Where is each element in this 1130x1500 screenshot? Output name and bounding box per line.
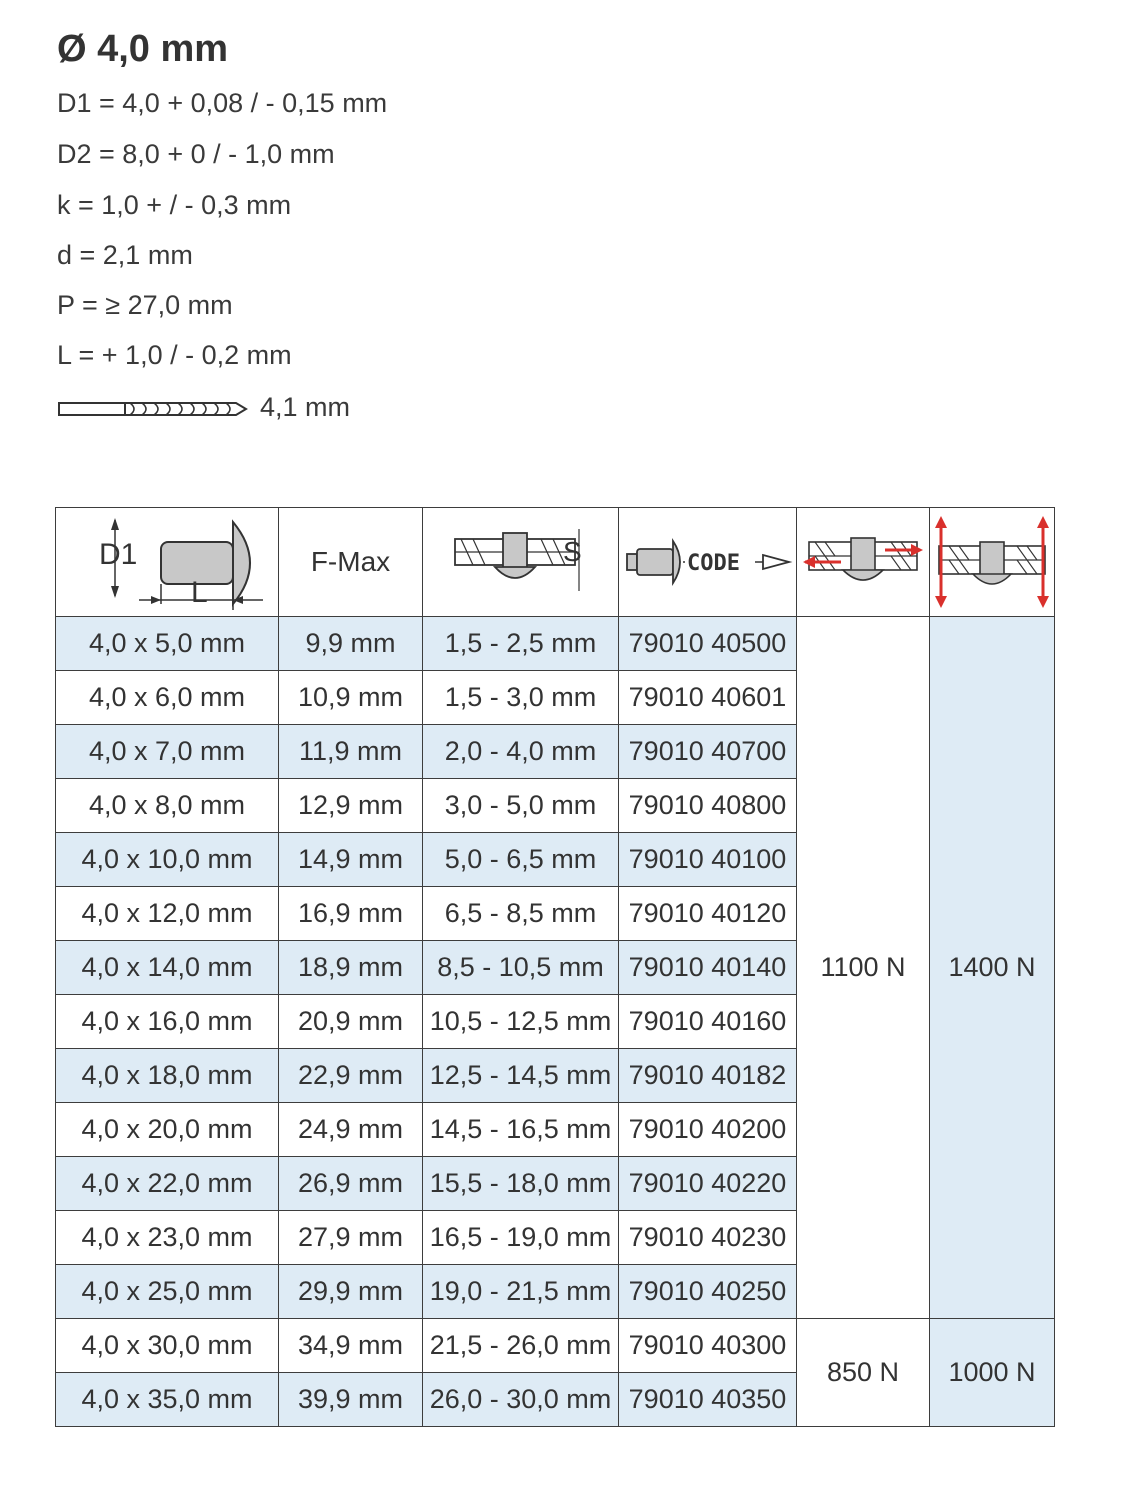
code-cell: 79010 40200	[619, 1103, 797, 1157]
grip-cell: 2,0 - 4,0 mm	[423, 725, 619, 779]
size-cell: 4,0 x 14,0 mm	[56, 941, 279, 995]
fmax-cell: 11,9 mm	[279, 725, 423, 779]
grip-cell: 15,5 - 18,0 mm	[423, 1157, 619, 1211]
shear-force-icon	[801, 532, 925, 592]
code-cell: 79010 40601	[619, 671, 797, 725]
code-cell: 79010 40350	[619, 1373, 797, 1427]
code-cell: 79010 40800	[619, 779, 797, 833]
code-cell: 79010 40700	[619, 725, 797, 779]
code-cell: 79010 40230	[619, 1211, 797, 1265]
size-cell: 4,0 x 12,0 mm	[56, 887, 279, 941]
table-header-row	[56, 508, 1055, 617]
size-cell: 4,0 x 20,0 mm	[56, 1103, 279, 1157]
grip-cell: 19,0 - 21,5 mm	[423, 1265, 619, 1319]
code-label: CODE	[686, 551, 740, 576]
fmax-cell: 29,9 mm	[279, 1265, 423, 1319]
size-cell: 4,0 x 5,0 mm	[56, 617, 279, 671]
shear-force-cell: 850 N	[797, 1319, 930, 1427]
grip-cell: 16,5 - 19,0 mm	[423, 1211, 619, 1265]
header-shear	[797, 508, 930, 617]
fmax-cell: 20,9 mm	[279, 995, 423, 1049]
header-dimension	[56, 508, 279, 617]
fmax-cell: 26,9 mm	[279, 1157, 423, 1211]
code-cell: 79010 40160	[619, 995, 797, 1049]
size-cell: 4,0 x 22,0 mm	[56, 1157, 279, 1211]
fmax-cell: 24,9 mm	[279, 1103, 423, 1157]
spec-d: d = 2,1 mm	[57, 240, 193, 270]
grip-cell: 3,0 - 5,0 mm	[423, 779, 619, 833]
code-cell: 79010 40220	[619, 1157, 797, 1211]
fmax-cell: 34,9 mm	[279, 1319, 423, 1373]
spec-l: L = + 1,0 / - 0,2 mm	[57, 340, 292, 370]
code-cell: 79010 40120	[619, 887, 797, 941]
fmax-label: F-Max	[310, 546, 391, 577]
grip-cell: 8,5 - 10,5 mm	[423, 941, 619, 995]
grip-cell: 1,5 - 3,0 mm	[423, 671, 619, 725]
header-tensile	[930, 508, 1055, 617]
drill-size: 4,1 mm	[260, 392, 351, 422]
rivet-dimension-icon	[67, 512, 267, 612]
code-cell: 79010 40100	[619, 833, 797, 887]
code-cell: 79010 40500	[619, 617, 797, 671]
size-cell: 4,0 x 10,0 mm	[56, 833, 279, 887]
shear-force-cell: 1100 N	[797, 617, 930, 1319]
size-cell: 4,0 x 30,0 mm	[56, 1319, 279, 1373]
spec-k: k = 1,0 + / - 0,3 mm	[57, 190, 292, 220]
fmax-cell: 39,9 mm	[279, 1373, 423, 1427]
spec-d1: D1 = 4,0 + 0,08 / - 0,15 mm	[57, 88, 388, 118]
grip-range-icon	[451, 527, 591, 597]
size-cell: 4,0 x 18,0 mm	[56, 1049, 279, 1103]
code-cell: 79010 40140	[619, 941, 797, 995]
tensile-force-cell: 1000 N	[930, 1319, 1055, 1427]
tensile-force-icon	[933, 514, 1051, 610]
table-row	[56, 1319, 1055, 1373]
fmax-cell: 18,9 mm	[279, 941, 423, 995]
size-cell: 4,0 x 35,0 mm	[56, 1373, 279, 1427]
size-cell: 4,0 x 25,0 mm	[56, 1265, 279, 1319]
spec-d2: D2 = 8,0 + 0 / - 1,0 mm	[57, 139, 335, 169]
d1-label: D1	[99, 538, 138, 571]
header-fmax	[279, 508, 423, 617]
grip-cell: 21,5 - 26,0 mm	[423, 1319, 619, 1373]
fmax-cell: 9,9 mm	[279, 617, 423, 671]
fmax-cell: 10,9 mm	[279, 671, 423, 725]
rivet-spec-table	[55, 507, 1055, 1427]
fmax-cell: 16,9 mm	[279, 887, 423, 941]
table-row	[56, 617, 1055, 671]
grip-s-label: S	[562, 536, 582, 567]
grip-cell: 14,5 - 16,5 mm	[423, 1103, 619, 1157]
size-cell: 4,0 x 8,0 mm	[56, 779, 279, 833]
code-cell: 79010 40182	[619, 1049, 797, 1103]
grip-cell: 6,5 - 8,5 mm	[423, 887, 619, 941]
code-cell: 79010 40250	[619, 1265, 797, 1319]
fmax-cell: 12,9 mm	[279, 779, 423, 833]
grip-cell: 10,5 - 12,5 mm	[423, 995, 619, 1049]
grip-cell: 1,5 - 2,5 mm	[423, 617, 619, 671]
size-cell: 4,0 x 16,0 mm	[56, 995, 279, 1049]
code-cell: 79010 40300	[619, 1319, 797, 1373]
grip-cell: 5,0 - 6,5 mm	[423, 833, 619, 887]
size-cell: 4,0 x 6,0 mm	[56, 671, 279, 725]
grip-cell: 12,5 - 14,5 mm	[423, 1049, 619, 1103]
size-cell: 4,0 x 23,0 mm	[56, 1211, 279, 1265]
fmax-cell: 22,9 mm	[279, 1049, 423, 1103]
fmax-cell: 27,9 mm	[279, 1211, 423, 1265]
drill-bit-icon	[58, 398, 248, 420]
page-title: Ø 4,0 mm	[57, 28, 229, 70]
rivet-code-icon	[623, 537, 793, 587]
header-code	[619, 508, 797, 617]
spec-p: P = ≥ 27,0 mm	[57, 290, 233, 320]
grip-cell: 26,0 - 30,0 mm	[423, 1373, 619, 1427]
header-grip	[423, 508, 619, 617]
fmax-cell: 14,9 mm	[279, 833, 423, 887]
l-label: L	[191, 576, 208, 609]
size-cell: 4,0 x 7,0 mm	[56, 725, 279, 779]
tensile-force-cell: 1400 N	[930, 617, 1055, 1319]
